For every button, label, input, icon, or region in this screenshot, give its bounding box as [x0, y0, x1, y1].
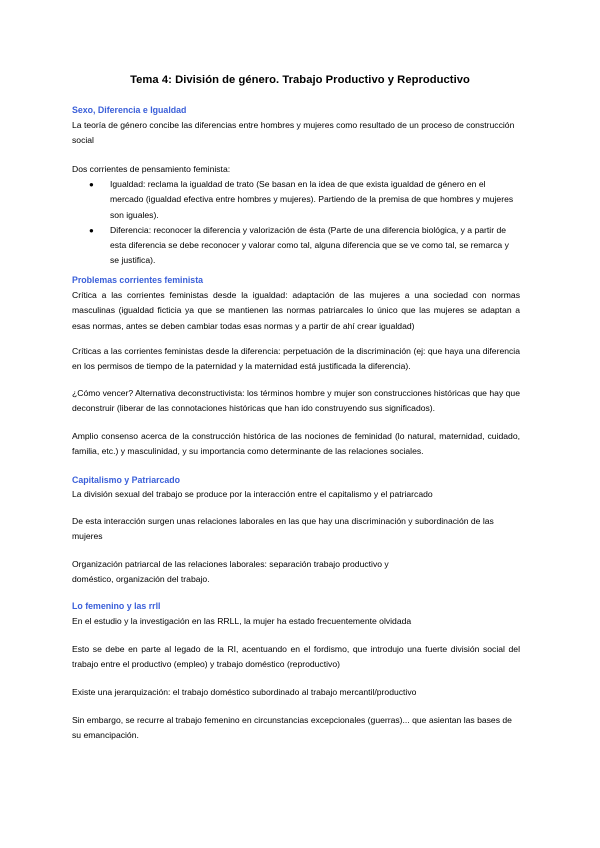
- bullet-icon: ●: [89, 225, 94, 235]
- bullet-icon: ●: [89, 180, 94, 189]
- currents-list: [72, 177, 520, 269]
- problemas-p4: Amplio consenso acerca de la construcción histórica de las nociones de feminidad (lo natural, maternidad, cuidado, familia, etc.) y masculinidad, y su importancia como determinante de las relaciones sociales.: [72, 431, 520, 457]
- capitalismo-p2: De esta interacción surgen unas relaciones laborales en las que hay una discriminación y subordinación de las mujeres: [72, 516, 494, 542]
- femenino-p1: En el estudio y la investigación en las RRLL, la mujer ha estado frecuentemente olvidada: [72, 616, 412, 626]
- problemas-p3: ¿Cómo vencer? Alternativa deconstructivista: los términos hombre y mujer son construcciones históricas que hay que deconstruir (liberar de las connotaciones históricas que han ido construyendo sus significados).: [72, 388, 520, 414]
- heading-femenino: Lo femenino y las rrll: [72, 601, 161, 611]
- list-item: [72, 223, 520, 269]
- list-item: [72, 177, 520, 223]
- heading-sexo: Sexo, Diferencia e Igualdad: [72, 105, 187, 115]
- sexo-intro: La teoría de género concibe las diferencias entre hombres y mujeres como resultado de un proceso de construcción social: [72, 120, 515, 146]
- bullet-diferencia: Diferencia: reconocer la diferencia y valorización de ésta (Parte de una diferencia biológica, y a partir de esta diferencia se debe reconocer y valorar como tal, alguna diferencia que se ve como tal, se remarca y se justifica).: [110, 224, 509, 266]
- problemas-p1: Crítica a las corrientes feministas desde la igualdad: adaptación de las mujeres a una sociedad con normas masculinas (igualdad ficticia ya que se mantienen las normas patriarcales lo único que las mujeres se adaptan a esas normas, antes se deben cambiar todas esas normas y a partir de ahí crear igualdad): [72, 290, 520, 331]
- currents-title: Dos corrientes de pensamiento feminista:: [72, 164, 231, 174]
- page-title: Tema 4: División de género. Trabajo Productivo y Reproductivo: [130, 74, 470, 86]
- capitalismo-p1: La división sexual del trabajo se produce por la interacción entre el capitalismo y el patriarcado: [72, 489, 433, 499]
- heading-capitalismo: Capitalismo y Patriarcado: [72, 475, 181, 485]
- femenino-p3: Existe una jerarquización: el trabajo doméstico subordinado al trabajo mercantil/productivo: [72, 687, 417, 697]
- problemas-p2: Críticas a las corrientes feministas desde la diferencia: perpetuación de la discriminación (ej: que haya una diferencia en los permisos de tiempo de la paternidad y la maternidad está justificada la diferencia).: [72, 346, 520, 372]
- capitalismo-p3-line1: Organización patriarcal de las relaciones laborales: separación trabajo productivo y: [72, 559, 389, 569]
- femenino-p4: Sin embargo, se recurre al trabajo femenino en circunstancias excepcionales (guerras)... que asientan las bases de su emancipación.: [72, 715, 512, 741]
- femenino-p2: Esto se debe en parte al legado de la RI, acentuando en el fordismo, que introdujo una fuerte división social del trabajo entre el productivo (empleo) y trabajo doméstico (reproductivo): [72, 644, 520, 670]
- heading-problemas: Problemas corrientes feminista: [72, 275, 204, 285]
- capitalismo-p3-line2: doméstico, organización del trabajo.: [72, 574, 210, 584]
- bullet-igualdad: Igualdad: reclama la igualdad de trato (Se basan en la idea de que exista igualdad de género en el mercado (igualdad efectiva entre hombres y mujeres). Partiendo de la premisa de que hombres y mujeres son iguales).: [110, 179, 514, 220]
